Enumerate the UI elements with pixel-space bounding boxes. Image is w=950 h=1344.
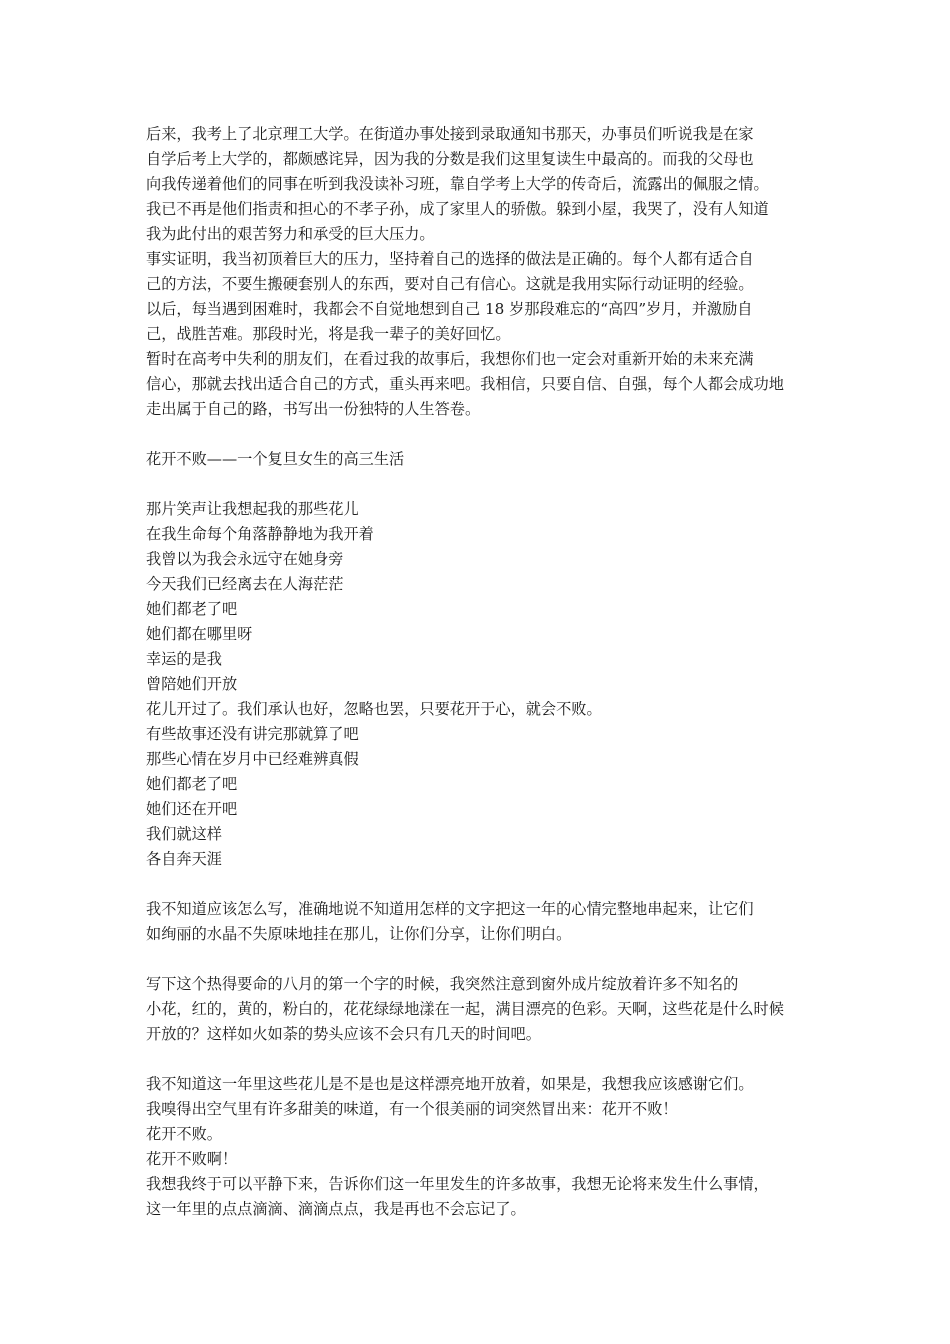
poem-line: 我们就这样 [146,825,222,843]
text-line: 如绚丽的水晶不失原味地挂在那儿，让你们分享，让你们明白。 [146,925,572,943]
text-line: 我为此付出的艰苦努力和承受的巨大压力。 [146,225,435,243]
text-line: 暂时在高考中失利的朋友们，在看过我的故事后，我想你们也一定会对重新开始的未来充满 [146,350,754,368]
paragraph [146,347,816,422]
text-line: 开放的？这样如火如荼的势头应该不会只有几天的时间吧。 [146,1025,541,1043]
poem-line: 她们都老了吧 [146,775,238,793]
text-line: 自学后考上大学的，都颇感诧异，因为我的分数是我们这里复读生中最高的。而我的父母也 [146,150,754,168]
text-line: 向我传递着他们的同事在听到我没读补习班，靠自学考上大学的传奇后，流露出的佩服之情。 [146,175,769,193]
section-title: 花开不败——一个复旦女生的高三生活 [146,450,405,468]
text-line: 我不知道这一年里这些花儿是不是也是这样漂亮地开放着，如果是，我想我应该感谢它们。 [146,1075,754,1093]
blank-line [146,947,816,972]
text-line: 小花，红的，黄的，粉白的，花花绿绿地漾在一起，满目漂亮的色彩。天啊，这些花是什么时候 [146,1000,784,1018]
blank-line [146,422,816,447]
paragraph [146,897,816,947]
text-line: 以后，每当遇到困难时，我都会不自觉地想到自己 18 岁那段难忘的“高四”岁月，并激励自 [146,300,753,318]
text-line: 信心，那就去找出适合自己的方式，重头再来吧。我相信，只要自信、自强，每个人都会成功地 [146,375,784,393]
blank-line [146,872,816,897]
text-line: 花开不败。 [146,1125,222,1143]
text-line: 己的方法，不要生搬硬套别人的东西，要对自己有信心。这就是我用实际行动证明的经验。 [146,275,754,293]
paragraph [146,1072,816,1222]
poem-line: 今天我们已经离去在人海茫茫 [146,575,344,593]
poem-line: 曾陪她们开放 [146,675,238,693]
document-body [146,122,816,1222]
poem-line: 花儿开过了。我们承认也好，忽略也罢，只要花开于心，就会不败。 [146,700,602,718]
poem-line: 我曾以为我会永远守在她身旁 [146,550,344,568]
text-line: 事实证明，我当初顶着巨大的压力，坚持着自己的选择的做法是正确的。每个人都有适合自 [146,250,754,268]
poem-line: 那些心情在岁月中已经难辨真假 [146,750,359,768]
text-line: 我已不再是他们指责和担心的不孝子孙，成了家里人的骄傲。躲到小屋，我哭了，没有人知道 [146,200,769,218]
text-line: 己，战胜苦难。那段时光，将是我一辈子的美好回忆。 [146,325,511,343]
poem-line: 幸运的是我 [146,650,222,668]
blank-line [146,1047,816,1072]
poem-line: 她们都在哪里呀 [146,625,253,643]
paragraph [146,972,816,1047]
paragraph [146,122,816,247]
poem-line: 有些故事还没有讲完那就算了吧 [146,725,359,743]
text-line: 我嗅得出空气里有许多甜美的味道，有一个很美丽的词突然冒出来：花开不败！ [146,1100,678,1118]
paragraph [146,247,816,347]
poem [146,497,816,872]
text-line: 写下这个热得要命的八月的第一个字的时候，我突然注意到窗外成片绽放着许多不知名的 [146,975,739,993]
poem-line: 各自奔天涯 [146,850,222,868]
text-line: 我想我终于可以平静下来，告诉你们这一年里发生的许多故事，我想无论将来发生什么事情， [146,1175,769,1193]
poem-line: 她们都老了吧 [146,600,238,618]
poem-line: 在我生命每个角落静静地为我开着 [146,525,374,543]
poem-line: 她们还在开吧 [146,800,238,818]
blank-line [146,472,816,497]
text-line: 这一年里的点点滴滴、滴滴点点，我是再也不会忘记了。 [146,1200,526,1218]
text-line: 后来，我考上了北京理工大学。在街道办事处接到录取通知书那天，办事员们听说我是在家 [146,125,754,143]
text-line: 我不知道应该怎么写，准确地说不知道用怎样的文字把这一年的心情完整地串起来，让它们 [146,900,754,918]
text-line: 走出属于自己的路，书写出一份独特的人生答卷。 [146,400,481,418]
poem-line: 那片笑声让我想起我的那些花儿 [146,500,359,518]
text-line: 花开不败啊！ [146,1150,238,1168]
